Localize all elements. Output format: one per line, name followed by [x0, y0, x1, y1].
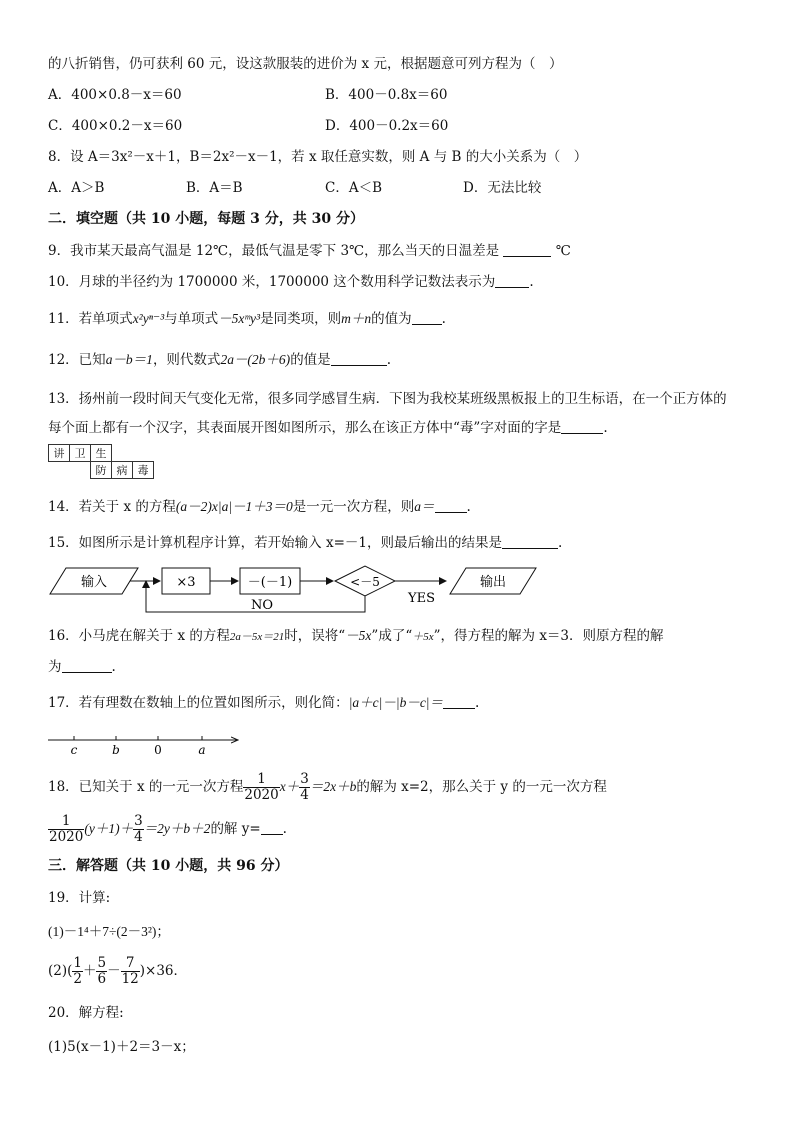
- q17-text: 17．若有理数在数轴上的位置如图所示，则化简：: [48, 695, 349, 711]
- answer-blank: [495, 273, 529, 288]
- q7-option-a: A．400×0.8－x＝60: [48, 87, 182, 103]
- q16-text-e: 为: [48, 659, 62, 675]
- end-mark: .: [529, 274, 534, 290]
- q16-line-1: [48, 626, 664, 647]
- q18-line-1: [48, 770, 607, 804]
- q15-text: 15．如图所示是计算机程序计算，若开始输入 x=－1，则最后输出的结果是: [48, 535, 502, 551]
- q13-text: 每个面上都有一个汉字，其表面展开图如图所示，那么在该正方体中“毒”字对面的字是: [48, 420, 562, 436]
- numerator: 3: [134, 813, 143, 829]
- q12: [48, 350, 391, 370]
- yes-label: YES: [408, 591, 435, 606]
- q18-l2-mid: (y＋1)＋: [84, 821, 134, 836]
- section-3-heading: 三．解答题（共 10 小题，共 96 分）: [48, 858, 289, 874]
- q14-equation: (a－2)x|a|－1＋3＝0: [175, 499, 293, 514]
- label-zero: 0: [154, 743, 162, 757]
- q14-pre: 14．若关于 x 的方程: [48, 499, 176, 515]
- answer-blank: [503, 242, 551, 257]
- number-line: [48, 728, 244, 758]
- numerator: 1: [48, 814, 84, 830]
- q14: [48, 497, 471, 517]
- q11-post2: 的值为: [371, 311, 412, 327]
- answer-blank: [62, 658, 112, 673]
- denominator: 4: [134, 829, 143, 845]
- cube-net-cell: 防: [91, 462, 112, 479]
- end-mark: .: [466, 499, 471, 515]
- q11-monomial-1: x²yⁿ⁻³: [132, 311, 165, 326]
- q11-monomial-2: －5xᵐy³: [218, 311, 261, 326]
- q14-variable: a＝: [414, 499, 435, 514]
- q16-changed-term: ＋5x: [412, 631, 434, 643]
- cube-net-cell: 卫: [70, 445, 91, 462]
- q7-stem: 的八折销售，仍可获利 60 元，设这款服装的进价为 x 元，根据题意可列方程为（ ）: [48, 56, 563, 72]
- q18-line-2: [48, 812, 287, 846]
- end-mark: .: [386, 352, 391, 368]
- q20-title: 20．解方程:: [48, 1005, 124, 1021]
- end-mark: .: [557, 535, 563, 551]
- q11-pre: 11．若单项式: [48, 311, 133, 327]
- fraction: [48, 814, 84, 845]
- q11-expression: m＋n: [341, 311, 372, 326]
- q17-expression: |a＋c|－|b－c|＝: [348, 695, 444, 710]
- q16-text-a: 16．小马虎在解关于 x 的方程: [48, 628, 230, 644]
- denominator: 2020: [244, 787, 279, 803]
- program-flowchart: [48, 562, 538, 616]
- q15: [48, 533, 562, 553]
- answer-blank: [561, 419, 603, 434]
- q11-mid: 与单项式: [164, 311, 219, 327]
- section-2-heading: 二．填空题（共 10 小题，每题 3 分，共 30 分）: [48, 211, 364, 227]
- fraction: [96, 956, 107, 987]
- end-mark: .: [441, 311, 446, 327]
- q19-p2-pre: (2)(: [48, 963, 73, 979]
- q18-text-post: 的解为 x=2，那么关于 y 的一元一次方程: [356, 779, 607, 795]
- fraction: [133, 814, 144, 845]
- q12-expression: 2a－(2b＋6): [220, 352, 291, 367]
- end-mark: .: [111, 659, 116, 675]
- q16-equation: 2a－5x＝21: [229, 631, 285, 643]
- q10-text: 10．月球的半径约为 1700000 米，1700000 这个数用科学记数法表示为: [48, 274, 496, 290]
- q19-part-1: (1)－1⁴＋7÷(2－3²)；: [48, 924, 170, 939]
- q17: [48, 693, 479, 713]
- q7-option-c: C．400×0.2－x＝60: [48, 118, 183, 134]
- q16-text-b: 时，误将“: [284, 628, 346, 644]
- answer-blank: [331, 351, 387, 366]
- cube-net-cell: 病: [112, 462, 133, 479]
- subtract-label: －(－1): [247, 575, 293, 590]
- q9-text: 9．我市某天最高气温是 12℃，最低气温是零下 3℃，那么当天的日温差是: [48, 243, 500, 259]
- q19-title: 19．计算:: [48, 890, 111, 906]
- answer-blank: [261, 820, 283, 835]
- denominator: 6: [97, 971, 107, 987]
- end-mark: .: [282, 821, 287, 837]
- q13-line-1: 13．扬州前一段时间天气变化无常，很多同学感冒生病．下图为我校某班级黑板报上的卫生标语，在一个正方体的: [48, 391, 727, 407]
- end-mark: .: [603, 420, 608, 436]
- q16-text-c: ”成了“: [371, 628, 413, 644]
- label-b: b: [112, 743, 120, 757]
- q7-option-d: D．400－0.2x＝60: [325, 118, 449, 134]
- fraction: [72, 956, 83, 987]
- q7-option-b: B．400－0.8x＝60: [325, 87, 448, 103]
- cube-net: [48, 444, 154, 479]
- label-a: a: [198, 743, 206, 757]
- q8-stem: 8．设 A＝3x²－x＋1，B＝2x²－x－1，若 x 取任意实数，则 A 与 B 的大小关系为（ ）: [48, 149, 588, 165]
- answer-blank: [435, 498, 467, 513]
- denominator: 12: [121, 971, 139, 987]
- operator: －: [107, 963, 121, 979]
- cube-net-cell: 生: [91, 445, 112, 462]
- q12-mid: ，则代数式: [152, 352, 221, 368]
- q16-line-2: [48, 657, 116, 677]
- denominator: 2: [73, 971, 82, 987]
- fraction: [299, 772, 310, 803]
- q11-post: 是同类项，则: [260, 311, 342, 327]
- q9-unit: ℃: [555, 243, 571, 259]
- q20-part-1: (1)5(x－1)＋2＝3－x；: [48, 1039, 195, 1055]
- q19-part-2: [48, 954, 187, 988]
- q16-text-d: ”，得方程的解为 x＝3．则原方程的解: [433, 628, 664, 644]
- numerator: 1: [73, 955, 82, 971]
- q18-l2-rhs: ＝2y＋b＋2: [143, 821, 211, 836]
- end-mark: .: [475, 695, 480, 711]
- fraction: [243, 772, 279, 803]
- numerator: 3: [300, 771, 309, 787]
- answer-blank: [412, 310, 442, 325]
- label-c: c: [70, 743, 78, 757]
- q12-post: 的值是: [290, 352, 331, 368]
- q14-post: 是一元一次方程，则: [292, 499, 415, 515]
- q18-l2-post: 的解 y=: [210, 821, 261, 837]
- q16-wrong-term: －5x: [345, 628, 372, 643]
- output-label: 输出: [479, 575, 507, 590]
- q8-option-a: A．A＞B: [48, 180, 105, 196]
- answer-blank: [502, 534, 558, 549]
- cube-net-cell: 毒: [133, 462, 154, 479]
- q12-condition: a－b＝1: [105, 352, 153, 367]
- q18-eq-rhs: ＝2x＋b: [309, 779, 357, 794]
- multiply-label: ×3: [176, 575, 196, 590]
- no-label: NO: [250, 598, 274, 613]
- q18-eq-mid: x＋: [279, 779, 300, 794]
- input-label: 输入: [80, 575, 108, 590]
- numerator: 1: [243, 772, 279, 788]
- q18-text: 18．已知关于 x 的一元一次方程: [48, 779, 244, 795]
- q13-line-2: [48, 418, 608, 438]
- q8-option-b: B．A＝B: [186, 180, 243, 196]
- q8-option-c: C．A＜B: [325, 180, 382, 196]
- operator: ＋: [82, 963, 97, 979]
- condition-label: <－5: [350, 575, 380, 589]
- q11: [48, 309, 446, 329]
- cube-net-cell: 讲: [49, 445, 70, 462]
- q12-pre: 12．已知: [48, 352, 106, 368]
- numerator: 5: [97, 955, 107, 971]
- q9: [48, 241, 571, 261]
- denominator: 4: [300, 787, 309, 803]
- q10: [48, 272, 534, 292]
- numerator: 7: [121, 956, 140, 972]
- fraction: [121, 956, 140, 987]
- q8-option-d: D．无法比较: [463, 180, 542, 196]
- answer-blank: [443, 694, 475, 709]
- q19-p2-post: )×36．: [139, 963, 188, 979]
- denominator: 2020: [49, 829, 84, 845]
